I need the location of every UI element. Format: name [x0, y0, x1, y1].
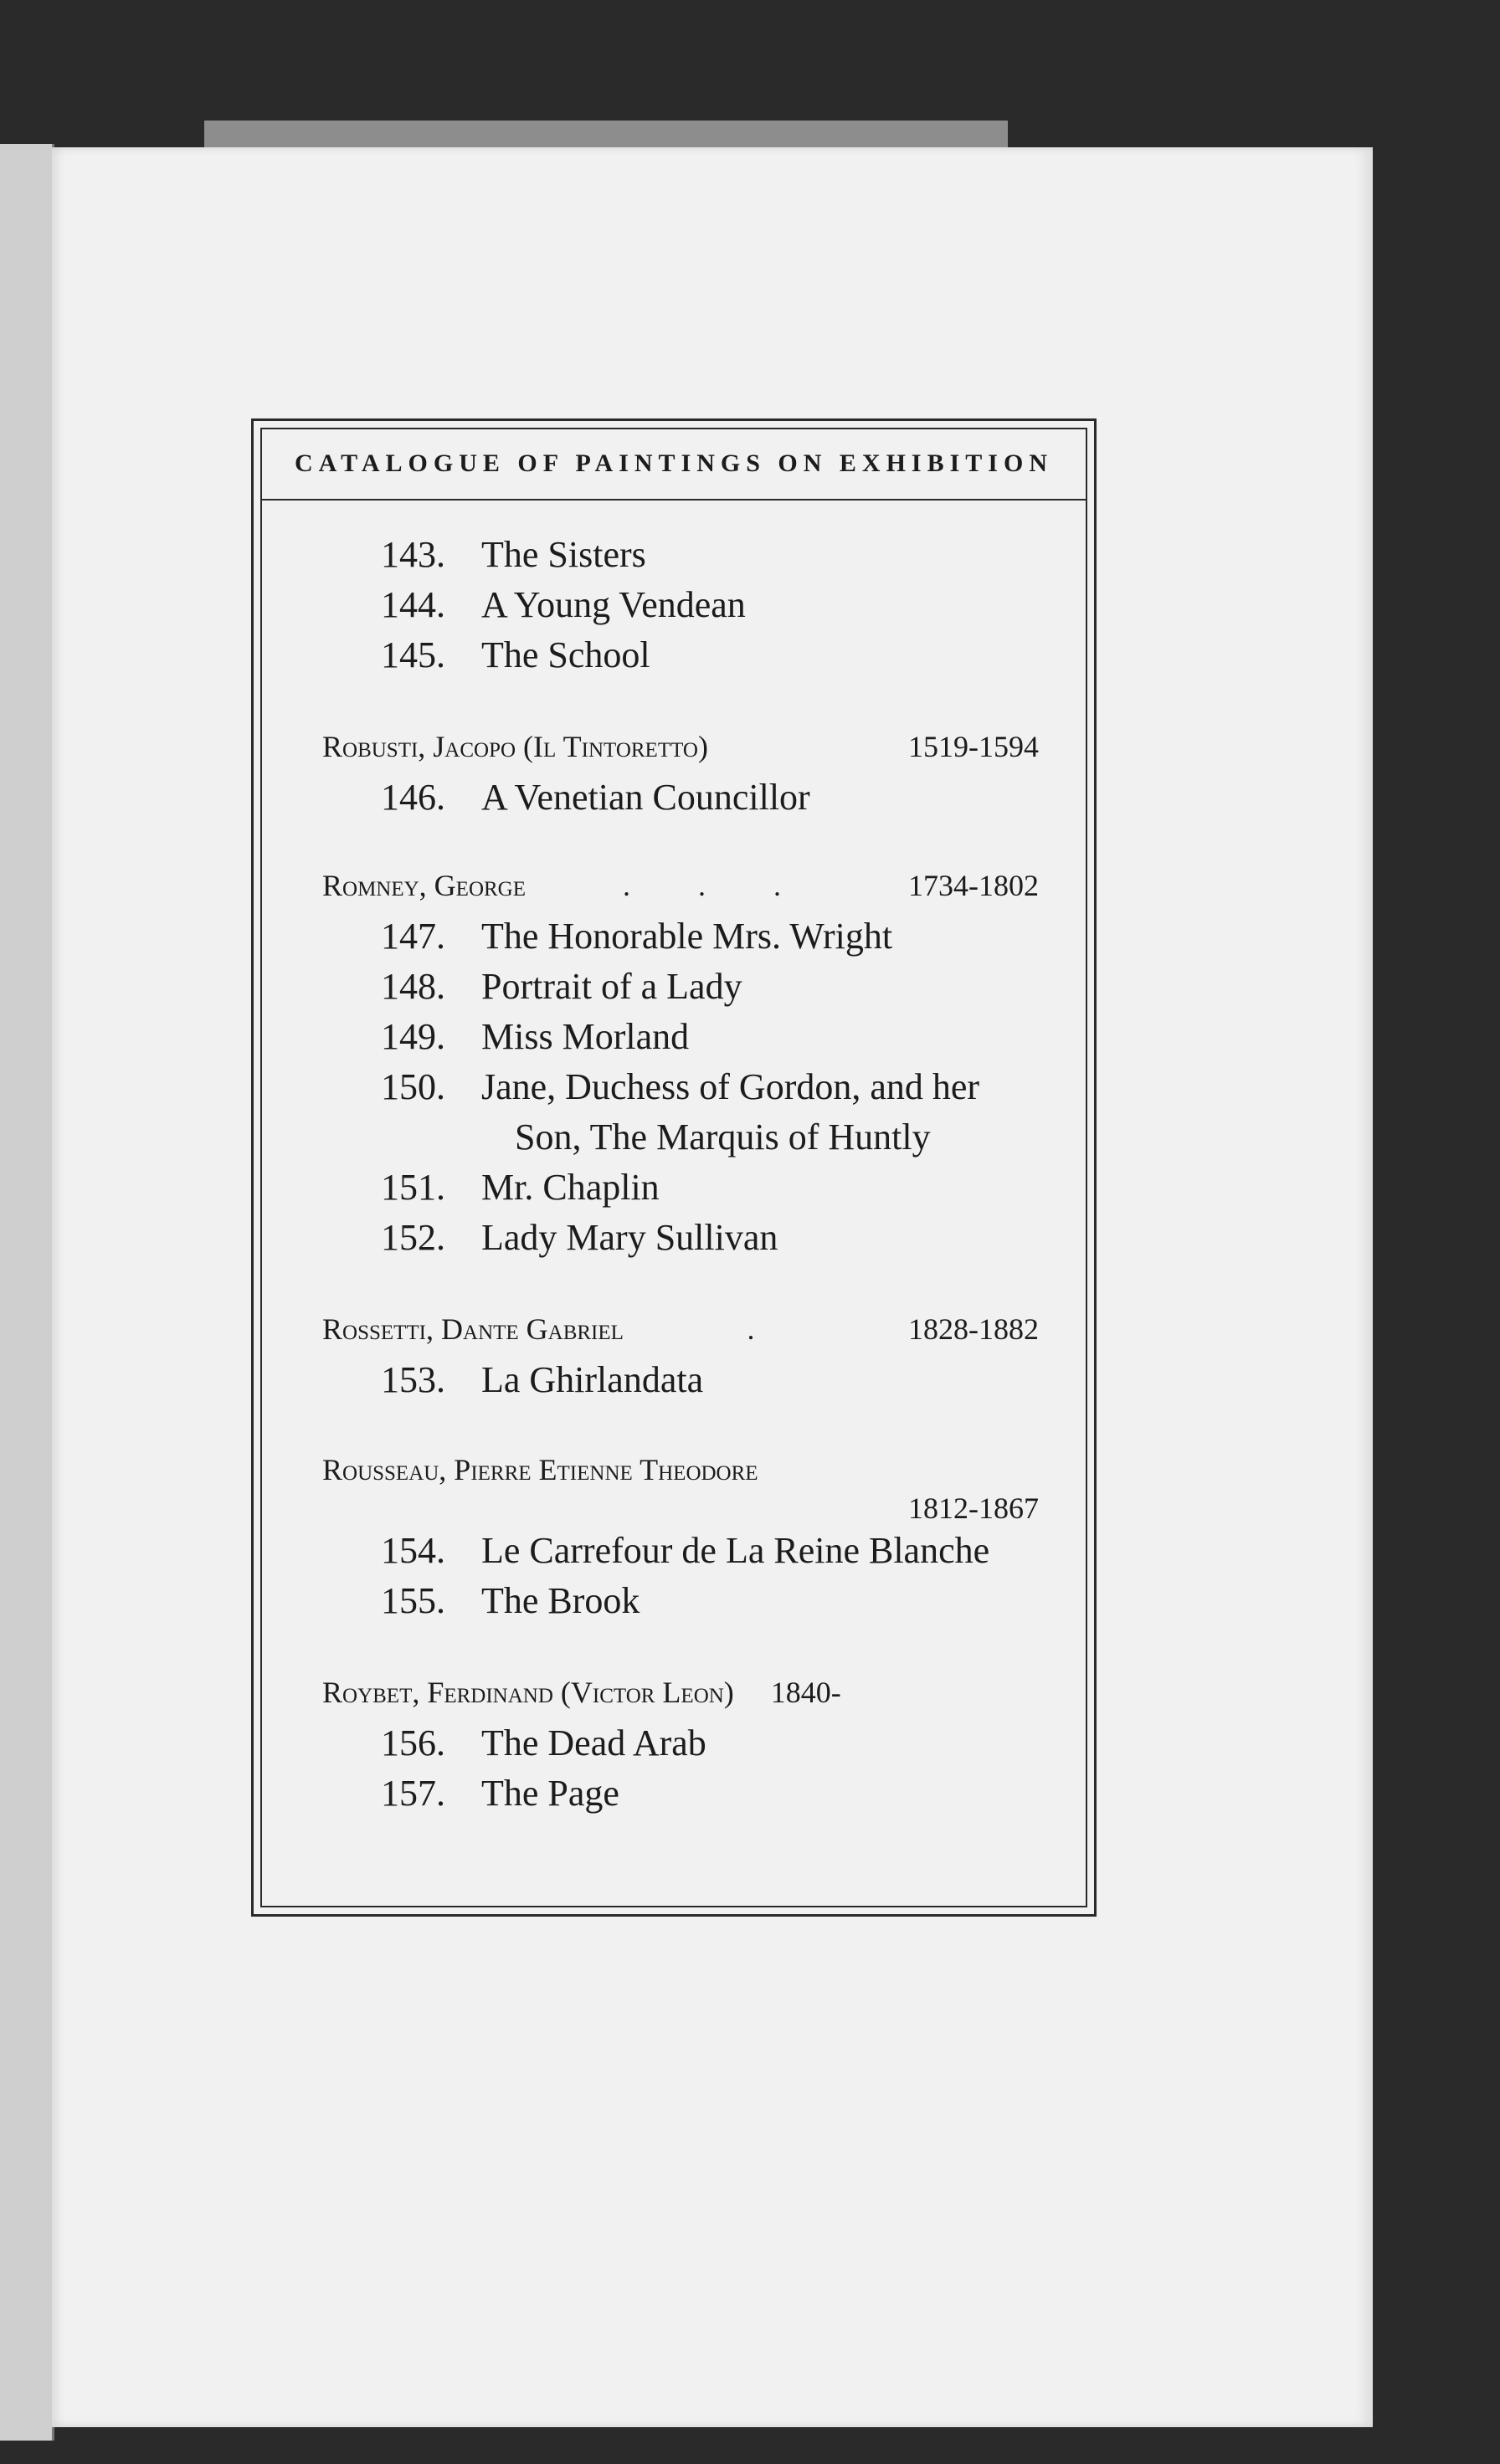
- work-number: 150.: [381, 1066, 445, 1107]
- work-number: 152.: [381, 1217, 445, 1258]
- work-number: 144.: [381, 584, 445, 625]
- facing-page-edge: [0, 144, 54, 2441]
- artist-dates: 1519-1594: [908, 730, 1039, 763]
- work-entry: [322, 1526, 1039, 1576]
- work-title: The Brook: [481, 1580, 640, 1621]
- work-entry: [322, 962, 1039, 1012]
- work-title: Portrait of a Lady: [481, 966, 742, 1007]
- work-number: 151.: [381, 1167, 445, 1208]
- work-title: The Honorable Mrs. Wright: [481, 916, 893, 957]
- artist-heading: [322, 1452, 1039, 1526]
- leader-dots: .: [747, 1312, 785, 1346]
- artist-dates: 1840-: [770, 1676, 841, 1709]
- work-title: A Venetian Councillor: [481, 777, 810, 818]
- work-number: 143.: [381, 534, 445, 575]
- artist-name: Romney, George: [322, 869, 526, 902]
- work-title: Le Carrefour de La Reine Blanche: [481, 1530, 990, 1571]
- header-rule: [262, 499, 1086, 501]
- work-entry: [322, 1163, 1039, 1213]
- work-entry: [322, 1355, 1039, 1405]
- work-title: Mr. Chaplin: [481, 1167, 660, 1208]
- work-entry: [322, 1012, 1039, 1062]
- work-title: [481, 1062, 1039, 1163]
- running-header: CATALOGUE OF PAINTINGS ON EXHIBITION: [295, 449, 1053, 477]
- artist-heading: [322, 1675, 1039, 1710]
- work-title: The Dead Arab: [481, 1722, 706, 1763]
- work-entry: [322, 1718, 1039, 1768]
- artist-name: Roybet, Ferdinand (Victor Leon): [322, 1676, 734, 1709]
- work-number: 154.: [381, 1530, 445, 1571]
- work-number: 149.: [381, 1016, 445, 1057]
- work-title: The School: [481, 634, 650, 675]
- work-number: 148.: [381, 966, 445, 1007]
- work-title: The Page: [481, 1773, 619, 1814]
- work-title-line: Jane, Duchess of Gordon, and her: [481, 1066, 980, 1107]
- work-number: 155.: [381, 1580, 445, 1621]
- work-entry: [322, 1213, 1039, 1263]
- artist-heading: [322, 729, 1039, 764]
- work-entry: [322, 530, 1039, 580]
- artist-name: Rousseau, Pierre Etienne Theodore: [322, 1453, 758, 1486]
- artist-heading: [322, 868, 1039, 903]
- work-entry: [322, 580, 1039, 630]
- artist-dates: 1734-1802: [908, 869, 1039, 902]
- work-entry: [322, 911, 1039, 962]
- work-title: A Young Vendean: [481, 584, 746, 625]
- work-entry: [322, 1768, 1039, 1819]
- work-number: 147.: [381, 916, 445, 957]
- work-entry: [322, 773, 1039, 823]
- work-number: 156.: [381, 1722, 445, 1763]
- catalogue-inner-frame: [260, 428, 1087, 1907]
- work-title: Lady Mary Sullivan: [481, 1217, 778, 1258]
- work-title: La Ghirlandata: [481, 1359, 704, 1400]
- work-title-continuation: Son, The Marquis of Huntly: [515, 1116, 931, 1158]
- work-number: 145.: [381, 634, 445, 675]
- artist-dates: 1828-1882: [908, 1312, 1039, 1346]
- artist-dates: 1812-1867: [908, 1491, 1039, 1525]
- work-number: 153.: [381, 1359, 445, 1400]
- work-number: 146.: [381, 777, 445, 818]
- artist-heading: [322, 1312, 1039, 1347]
- work-entry: [322, 630, 1039, 680]
- work-number: 157.: [381, 1773, 445, 1814]
- work-title: Miss Morland: [481, 1016, 690, 1057]
- artist-name: Robusti, Jacopo (Il Tintoretto): [322, 730, 708, 763]
- artist-name: Rossetti, Dante Gabriel: [322, 1312, 624, 1346]
- work-title: The Sisters: [481, 534, 646, 575]
- leader-dots: . . .: [623, 869, 811, 902]
- work-entry: [322, 1576, 1039, 1626]
- book-page: [52, 147, 1373, 2427]
- catalogue-content: [322, 530, 1039, 1819]
- leading-works: [322, 530, 1039, 680]
- work-entry: [322, 1062, 1039, 1163]
- catalogue-frame: [251, 418, 1097, 1917]
